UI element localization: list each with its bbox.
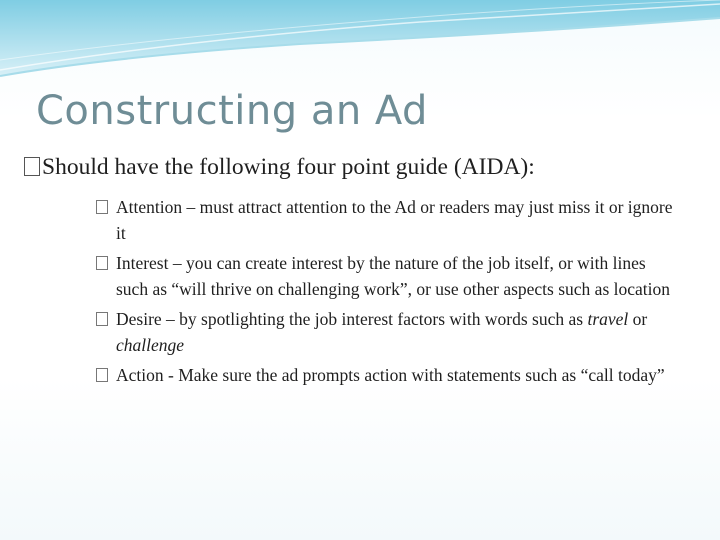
list-item-text-pre: Desire – by spotlighting the job interest factors with words such as (116, 309, 588, 329)
list-item-text-mid: or (628, 309, 648, 329)
list-item-interest (96, 250, 676, 302)
box-bullet-icon (24, 157, 40, 176)
lead-bullet (24, 154, 704, 181)
list-item-text: Interest – you can create interest by the nature of the job itself, or with lines such as “will thrive on challenging work”, or use other aspects such as location (116, 253, 671, 299)
emphasis-challenge: challenge (116, 335, 185, 355)
box-bullet-icon (96, 368, 108, 382)
list-item-desire (96, 306, 676, 358)
slide-title: Constructing an Ad (36, 88, 428, 134)
list-item-text: Action - Make sure the ad prompts action with statements such as “call today” (116, 365, 665, 385)
header-swoosh-decoration (0, 0, 720, 90)
box-bullet-icon (96, 200, 108, 214)
box-bullet-icon (96, 256, 108, 270)
list-item-text: Attention – must attract attention to the Ad or readers may just miss it or ignore it (116, 197, 673, 243)
list-item-attention (96, 194, 676, 246)
lead-text: Should have the following four point guide (AIDA): (42, 154, 535, 180)
aida-list (96, 194, 676, 392)
emphasis-travel: travel (587, 309, 629, 329)
list-item-action (96, 362, 676, 388)
box-bullet-icon (96, 312, 108, 326)
